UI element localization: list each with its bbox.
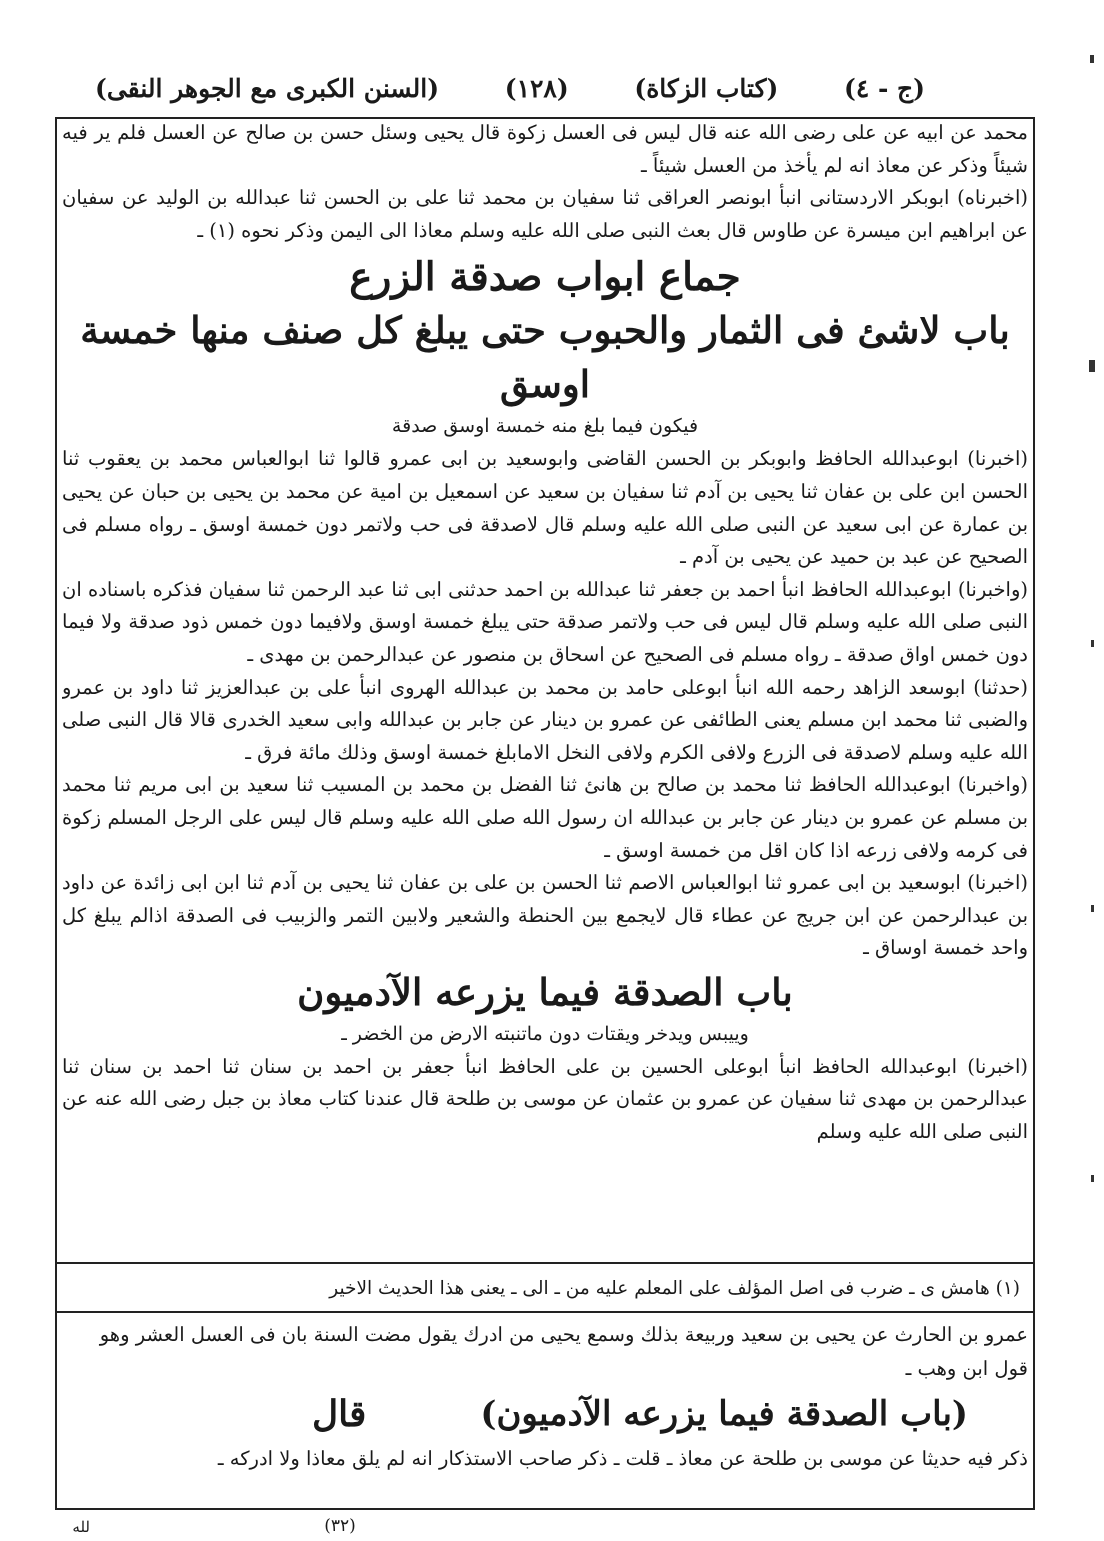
main-text	[62, 117, 1028, 1257]
book-title: (السنن الكبرى مع الجوهر النقى)	[95, 73, 440, 103]
margin-mark	[1091, 640, 1094, 647]
bab-heading: باب لاشئ فى الثمار والحبوب حتى يبلغ كل صنف منها خمسة اوسق	[80, 308, 1010, 407]
commentary-bab-heading: (باب الصدقة فيما يزرعه الآدميون)	[480, 1394, 968, 1434]
chapter-heading: جماع ابواب صدقة الزرع	[349, 254, 741, 301]
bab-subtitle: وييبس ويدخر ويقتات دون ماتنبته الارض من الخضر ـ	[341, 1022, 749, 1045]
page-header	[95, 66, 925, 110]
margin-mark	[1090, 55, 1094, 63]
commentary-divider	[55, 1311, 1035, 1313]
paragraph: (اخبرنا) ابوسعيد بن ابى عمرو ثنا ابوالعباس الاصم ثنا الحسن بن على بن عفان ثنا يحيى بن آدم ثنا ابن ابى زائدة عن داود بن عبدالرحمن عن ابن جريج عن عطاء قال لايجمع بين الحنطة والشعير ولابين التمر والزبيب فى الصدقة اذالم يبلغ كل واحد خمسة اوساق ـ	[62, 871, 1028, 960]
paragraph: (حدثنا) ابوسعد الزاهد رحمه الله انبأ ابوعلى حامد بن محمد بن عبدالله الهروى انبأ على بن عبدالعزيز ثنا داود بن عمرو والضبى ثنا محمد ابن مسلم يعنى الطائفى عن عمرو بن دينار عن جابر بن عبدالله وابى سعيد الخدرى قالا قال النبى صلى الله عليه وسلم لاصدقة فى الزرع ولافى الكرم ولافى النخل الامابلغ خمسة اوسق وذلك مائة فرق ـ	[62, 675, 1028, 764]
paragraph: محمد عن ابيه عن على رضى الله عنه قال ليس فى العسل زكوة قال يحيى وسئل حسن بن صالح عن العسل فلم ير فيه شيئاً وذكر عن معاذ انه لم يأخذ من العسل شيئاً ـ	[62, 121, 1028, 177]
section-title: (كتاب الزكاة)	[634, 73, 779, 103]
margin-mark	[1091, 905, 1094, 912]
paragraph: (واخبرنا) ابوعبدالله الحافظ انبأ احمد بن جعفر ثنا عبدالله بن احمد حدثنى ابى ثنا عبد الرحمن ثنا سفيان فذكره باسناده ان النبى صلى الله عليه وسلم قال ليس فى حب ولاتمر صدقة حتى يبلغ خمسة اوسق ولافيما دون خمس ذود صدقة ولا فيما دون خمس اواق صدقة ـ رواه مسلم فى الصحيح عن اسحاق بن منصور عن عبدالرحمن بن مهدى ـ	[62, 577, 1028, 666]
paragraph: (اخبرنا) ابوعبدالله الحافظ وابوبكر بن الحسن القاضى وابوسعيد بن ابى عمرو قالوا ثنا ابوالعباس محمد بن يعقوب ثنا الحسن ابن على بن عفان ثنا يحيى بن آدم ثنا سفيان بن سعيد عن اسمعيل بن امية عن محمد بن يحيى بن حبان عن يحيى بن عمارة عن ابى سعيد عن النبى صلى الله عليه وسلم قال لاصدقة فى حب ولاتمر دون خمسة اوسق ـ رواه مسلم فى الصحيح عن عبد بن حميد عن يحيى بن آدم ـ	[62, 447, 1028, 569]
margin-mark	[1091, 1175, 1094, 1182]
margin-mark	[1089, 360, 1095, 372]
page-footer-marker: (٣٢)	[324, 1516, 356, 1536]
commentary-paragraph: ذكر فيه حديثا عن موسى بن طلحة عن معاذ ـ قلت ـ ذكر صاحب الاستذكار انه لم يلق معاذا ولا ادركه ـ	[217, 1447, 1028, 1470]
footnote-divider	[55, 1262, 1035, 1264]
commentary-section	[62, 1318, 1028, 1508]
bottom-rule	[55, 1508, 1035, 1510]
commentary-heading-row	[62, 1386, 1028, 1442]
page-number: (١٢٨)	[504, 73, 569, 103]
qal-label: قال	[312, 1393, 367, 1435]
commentary-paragraph: عمرو بن الحارث عن يحيى بن سعيد وربيعة بذلك وسمع يحيى من ادرك يقول مضت السنة بان فى العسل العشر وهو قول ابن وهب ـ	[99, 1323, 1028, 1380]
paragraph: (اخبرنا) ابوعبدالله الحافظ انبأ ابوعلى الحسين بن على الحافظ انبأ جعفر بن احمد بن سنان ثنا احمد بن سنان ثنا عبدالرحمن بن مهدى ثنا سفيان عن عمرو بن عثمان عن موسى بن طلحة قال عندنا كتاب معاذ بن جبل رضى الله عنه عن النبى صلى الله عليه وسلم	[62, 1054, 1028, 1144]
footnote: (١) هامش ى ـ ضرب فى اصل المؤلف على المعلم عليه من ـ الى ـ يعنى هذا الحديث الاخير	[329, 1278, 1020, 1299]
paragraph: (اخبرناه) ابوبكر الاردستانى انبأ ابونصر العراقى ثنا سفيان بن محمد ثنا على بن الحسن ثنا عبدالله بن الوليد عن سفيان عن ابراهيم ابن ميسرة عن طاوس قال بعث النبى صلى الله عليه وسلم معاذا الى اليمن وذكر نحوه (١) ـ	[62, 186, 1028, 242]
corner-mark: لله	[72, 1518, 90, 1536]
bab-heading: باب الصدقة فيما يزرعه الآدميون	[297, 969, 793, 1014]
volume-label: (ج - ٤)	[843, 73, 925, 103]
bab-subtitle: فيكون فيما بلغ منه خمسة اوسق صدقة	[391, 415, 699, 438]
paragraph: (واخبرنا) ابوعبدالله الحافظ ثنا محمد بن صالح بن هانئ ثنا الفضل بن محمد بن المسيب ثنا سعيد بن ابى مريم ثنا محمد بن مسلم عن عمرو بن دينار عن جابر بن عبدالله ان رسول الله صلى الله عليه وسلم قال ليس على الرجل المسلم زكوة فى كرمه ولافى زرعه اذا كان اقل من خمسة اوسق ـ	[62, 773, 1028, 862]
